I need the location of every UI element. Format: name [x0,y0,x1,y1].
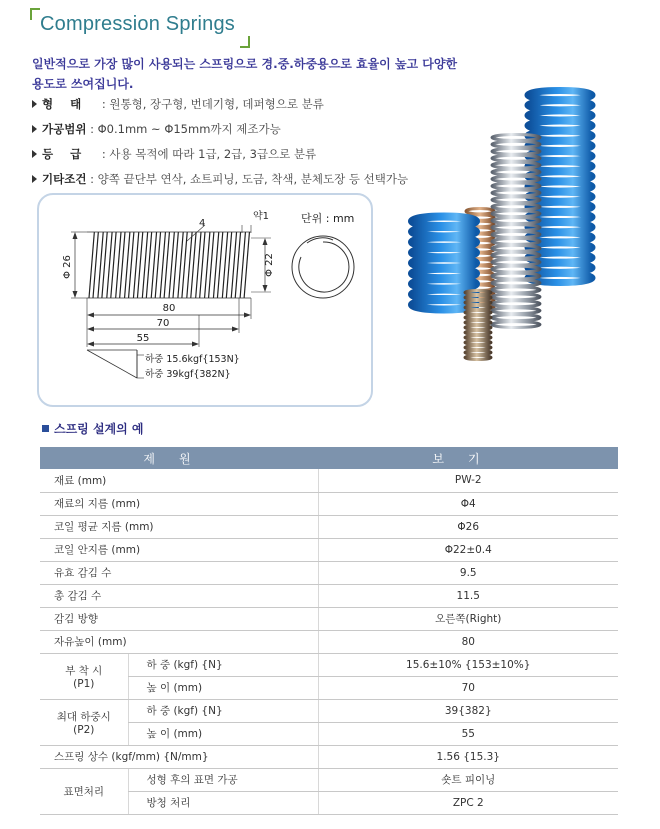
spec-value: : 사용 목적에 따라 1급, 2급, 3급으로 분류 [98,147,317,161]
spring-coil [492,294,540,300]
page-title: Compression Springs [40,13,235,35]
spring-coil [465,351,491,355]
arrow-right-icon [32,150,37,158]
row-value: 70 [318,676,618,699]
table-row [40,768,618,791]
row-label: 스프링 상수 (kgf/mm) {N/mm} [40,745,318,768]
row-value: 9.5 [318,561,618,584]
spring-coil [465,356,491,360]
row-value: 1.56 {15.3} [318,745,618,768]
length-80-label: 80 [162,303,176,314]
table-row [40,607,618,630]
spring-coil [492,301,540,307]
spring-coils [89,232,249,298]
group-p2-sub: (P2) [73,723,95,736]
row-label: 높 이 (mm) [128,676,318,699]
spring-photo [392,78,614,368]
spring-coil [465,311,491,315]
row-label: 자유높이 (mm) [40,630,318,653]
spec-label: 등급 [42,147,99,161]
table-row [40,492,618,515]
arrow-right-icon [32,100,37,108]
spec-table [40,447,618,815]
row-label: 성형 후의 표면 가공 [128,768,318,791]
row-value: PW-2 [318,469,618,492]
row-value: Φ22±0.4 [318,538,618,561]
row-label: 코일 평균 지름 (mm) [40,515,318,538]
intro-line-1: 일반적으로 가장 많이 사용되는 스프링으로 경.중.하중용으로 효율이 높고 다양한 [32,57,458,71]
spec-label: 가공범위 [42,122,87,136]
row-label: 하 중 (kgf) {N} [128,699,318,722]
bronze-spring-small [465,291,491,360]
outer-dia-label: Φ 26 [62,255,73,279]
row-label: 하 중 (kgf) {N} [128,653,318,676]
bracket-bottom-right [240,36,250,48]
group-p2-label: 최대 하중시 [56,710,111,723]
row-label: 재료의 지름 (mm) [40,492,318,515]
table-row [40,561,618,584]
header-example: 보기 [318,447,618,469]
spring-coil [466,209,494,214]
spring-coil [492,315,540,321]
load-diagonal-line [87,350,137,378]
spec-range [32,122,412,147]
approx-label: 약1 [253,211,270,222]
spec-label: 기타조건 [42,172,87,186]
table-row [40,469,618,492]
row-value: 11.5 [318,584,618,607]
bracket-top-left [30,8,40,20]
length-55-label: 55 [136,333,150,344]
inner-dia-label: Φ 22 [264,253,275,277]
spring-drawing-svg [39,195,375,409]
row-value: ZPC 2 [318,791,618,814]
spring-coil [465,341,491,345]
row-label: 방청 처리 [128,791,318,814]
group-p1-sub: (P1) [73,677,95,690]
group-p1-label: 부 착 시 [65,664,103,677]
spring-coil [465,321,491,325]
table-row [40,584,618,607]
spec-value: : 원통형, 장구형, 번데기형, 데퍼형으로 분류 [98,97,324,111]
table-row [40,699,618,722]
spring-drawing [37,193,373,407]
row-value: Φ4 [318,492,618,515]
spec-list [32,97,412,197]
table-row [40,630,618,653]
section-heading [42,420,144,437]
table-row [40,515,618,538]
title-block [30,8,250,48]
unit-label: 단위 : mm [301,212,355,225]
wire-dia-label: 4 [199,218,206,229]
table-row [40,538,618,561]
arrow-right-icon [32,125,37,133]
row-value: 55 [318,722,618,745]
spring-coil [465,346,491,350]
spring-coil [492,322,540,328]
table-row [40,745,618,768]
spring-coil [465,326,491,330]
row-label: 감김 방향 [40,607,318,630]
spring-coil [465,331,491,335]
spec-label: 형태 [42,97,99,111]
group-p1 [40,653,128,699]
spec-value: : 양쪽 끝단부 연삭, 쇼트피닝, 도금, 착색, 분체도장 등 선택가능 [86,172,409,186]
row-label: 재료 (mm) [40,469,318,492]
row-label: 코일 안지름 (mm) [40,538,318,561]
row-value: 숏트 피이닝 [318,768,618,791]
row-label: 유효 감김 수 [40,561,318,584]
load-2-label: 하중 39kgf{382N} [145,369,231,380]
spring-photo-svg [392,78,614,368]
group-surface: 표면처리 [40,768,128,814]
load-1-label: 하중 15.6kgf{153N} [145,354,240,365]
intro-line-2: 용도로 쓰여집니다. [32,77,134,91]
square-bullet-icon [42,425,49,432]
arrow-right-icon [32,175,37,183]
row-value: 15.6±10% {153±10%} [318,653,618,676]
spec-value: : Φ0.1mm ~ Φ15mm까지 제조가능 [86,122,281,136]
end-view-inner-arc [299,242,349,292]
silver-spring-tall [492,135,540,328]
table-row [40,653,618,676]
row-label: 총 감김 수 [40,584,318,607]
spec-shape [32,97,412,122]
table-header-row [40,447,618,469]
group-p2 [40,699,128,745]
header-spec: 제원 [40,447,318,469]
spring-coil [492,308,540,314]
row-value: 오른쪽(Right) [318,607,618,630]
spring-coil [492,287,540,293]
row-value: 80 [318,630,618,653]
row-value: 39{382} [318,699,618,722]
section-heading-text: 스프링 설계의 예 [54,422,144,436]
spring-coil [465,336,491,340]
row-label: 높 이 (mm) [128,722,318,745]
end-view-outer-circle [292,236,354,298]
spring-coil [465,316,491,320]
spec-grade [32,147,412,172]
row-value: Φ26 [318,515,618,538]
intro-text [32,54,458,94]
length-70-label: 70 [156,318,170,329]
